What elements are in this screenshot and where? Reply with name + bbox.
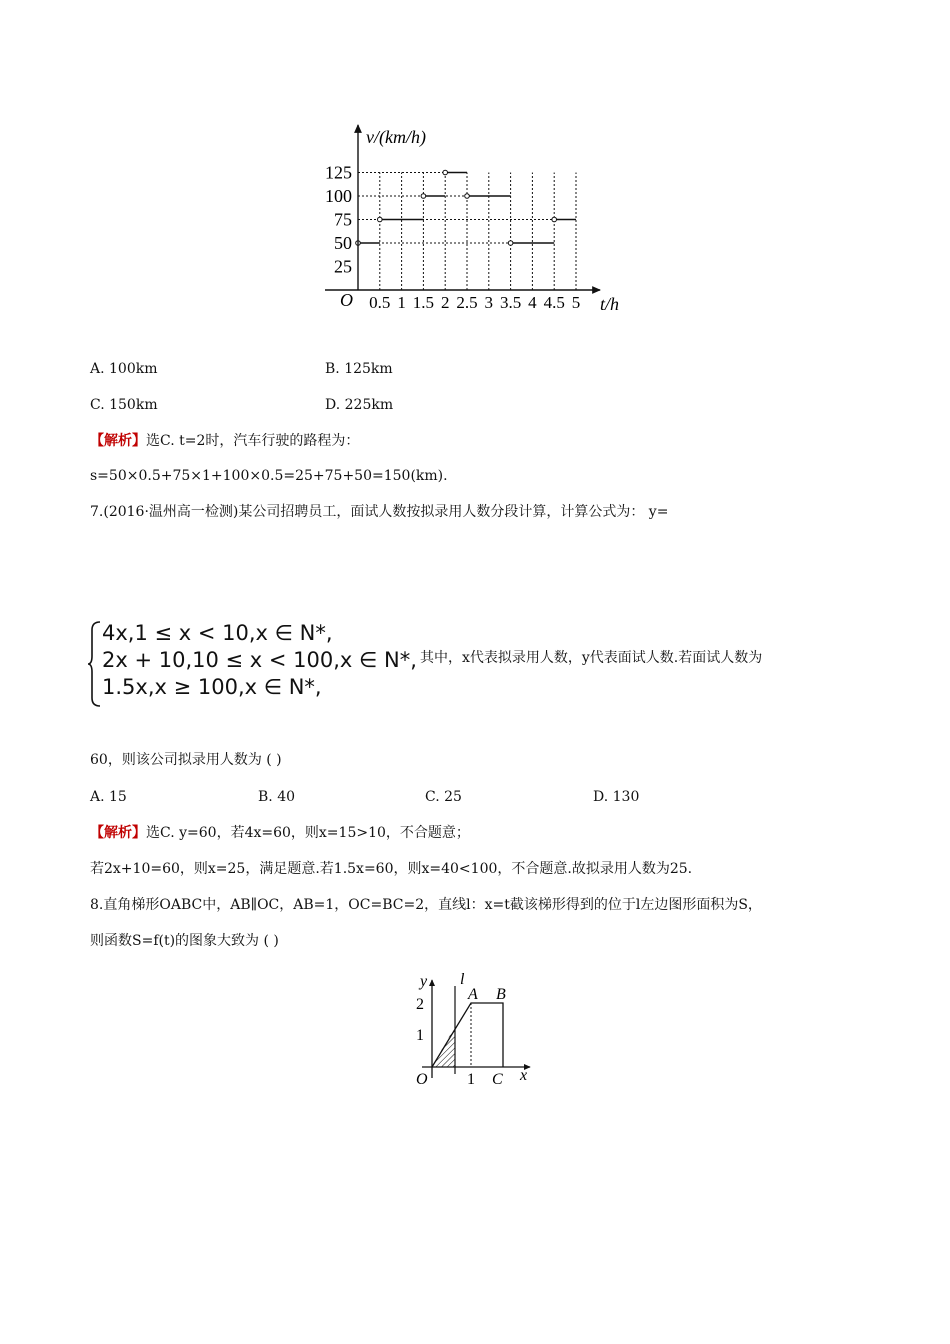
origin-label: O bbox=[340, 290, 353, 310]
open-endpoint bbox=[421, 194, 426, 199]
analysis-text: 选C. t=2时，汽车行驶的路程为： bbox=[146, 433, 360, 449]
x-tick-labels bbox=[369, 293, 580, 312]
x-axis-label: t/h bbox=[600, 294, 620, 314]
x-tick-label: 3.5 bbox=[499, 293, 522, 312]
option-c[interactable]: C. 150km bbox=[90, 397, 158, 413]
x-tick-label: 4.5 bbox=[543, 293, 565, 312]
svg-text:O: O bbox=[416, 1071, 428, 1088]
case-1: 4x,1 ≤ x < 10,x ∈ N*, bbox=[102, 621, 333, 645]
x-tick-label: 0.5 bbox=[369, 293, 391, 312]
svg-text:1: 1 bbox=[416, 1027, 424, 1044]
open-endpoint bbox=[552, 217, 557, 222]
trapezoid-figure bbox=[410, 968, 540, 1090]
x-tick-label: 3 bbox=[484, 293, 494, 312]
y-axis-label: v/(km/h) bbox=[366, 127, 426, 147]
option-d[interactable]: D. 130 bbox=[593, 789, 640, 805]
open-endpoint bbox=[465, 194, 470, 199]
svg-text:y: y bbox=[420, 973, 428, 990]
y-tick-label: 75 bbox=[334, 209, 352, 230]
case-2: 2x + 10,10 ≤ x < 100,x ∈ N*, bbox=[102, 648, 417, 672]
chart-grid bbox=[358, 173, 576, 291]
question-7-continued: 其中，x代表拟录用人数，y代表面试人数.若面试人数为 bbox=[420, 650, 763, 666]
analysis-line bbox=[90, 824, 470, 842]
y-tick-label: 25 bbox=[334, 256, 352, 277]
option-a[interactable]: A. 15 bbox=[90, 789, 127, 805]
piecewise-cases bbox=[102, 620, 417, 701]
open-endpoint bbox=[378, 217, 383, 222]
svg-text:1: 1 bbox=[467, 1071, 475, 1088]
question-7-stem-end: 60，则该公司拟录用人数为 ( ) bbox=[90, 752, 282, 768]
question-8-stem-2: 则函数S=f(t)的图象大致为 ( ) bbox=[90, 933, 279, 949]
case-3: 1.5x,x ≥ 100,x ∈ N*, bbox=[102, 675, 322, 699]
analysis-text-2: 若2x+10=60，则x=25，满足题意.若1.5x=60，则x=40<100，不合题意.故拟录用人数为25. bbox=[90, 861, 693, 877]
analysis-text: 选C. y=60，若4x=60，则x=15>10，不合题意； bbox=[146, 825, 470, 841]
svg-text:C: C bbox=[492, 1071, 503, 1088]
open-endpoint bbox=[443, 170, 448, 175]
option-a[interactable]: A. 100km bbox=[90, 361, 158, 377]
question-7-stem: 7.(2016·温州高一检测)某公司招聘员工，面试人数按拟录用人数分段计算，计算公式为： y= bbox=[90, 504, 669, 520]
x-tick-label: 2.5 bbox=[456, 293, 478, 312]
y-tick-labels bbox=[325, 163, 352, 277]
piecewise-brace bbox=[88, 620, 102, 708]
y-tick-label: 50 bbox=[334, 233, 352, 253]
y-tick-label: 100 bbox=[325, 186, 352, 206]
option-c[interactable]: C. 25 bbox=[425, 789, 462, 805]
chart-steps bbox=[356, 170, 576, 245]
svg-text:2: 2 bbox=[416, 996, 424, 1013]
option-b[interactable]: B. 40 bbox=[258, 789, 296, 805]
speed-time-chart bbox=[0, 0, 950, 330]
x-tick-label: 4 bbox=[528, 293, 537, 312]
svg-text:B: B bbox=[496, 986, 506, 1003]
y-tick-label: 125 bbox=[325, 162, 352, 183]
analysis-formula: s=50×0.5+75×1+100×0.5=25+75+50=150(km). bbox=[90, 468, 448, 484]
option-b[interactable]: B. 125km bbox=[325, 361, 393, 377]
open-endpoint bbox=[508, 241, 513, 246]
analysis-tag: 【解析】 bbox=[90, 825, 146, 841]
x-tick-label: 1.5 bbox=[412, 293, 435, 312]
svg-text:l: l bbox=[460, 971, 465, 988]
svg-text:x: x bbox=[520, 1067, 528, 1084]
analysis-line bbox=[90, 432, 359, 450]
analysis-tag: 【解析】 bbox=[90, 433, 146, 449]
question-8-stem: 8.直角梯形OABC中，AB∥OC，AB=1，OC=BC=2，直线l：x=t截该梯形得到的位于l左边图形面积为S， bbox=[90, 897, 762, 913]
option-d[interactable]: D. 225km bbox=[325, 397, 394, 413]
svg-text:A: A bbox=[468, 986, 478, 1003]
x-tick-label: 5 bbox=[571, 293, 581, 312]
x-tick-label: 1 bbox=[397, 293, 406, 312]
x-tick-label: 2 bbox=[440, 293, 450, 312]
